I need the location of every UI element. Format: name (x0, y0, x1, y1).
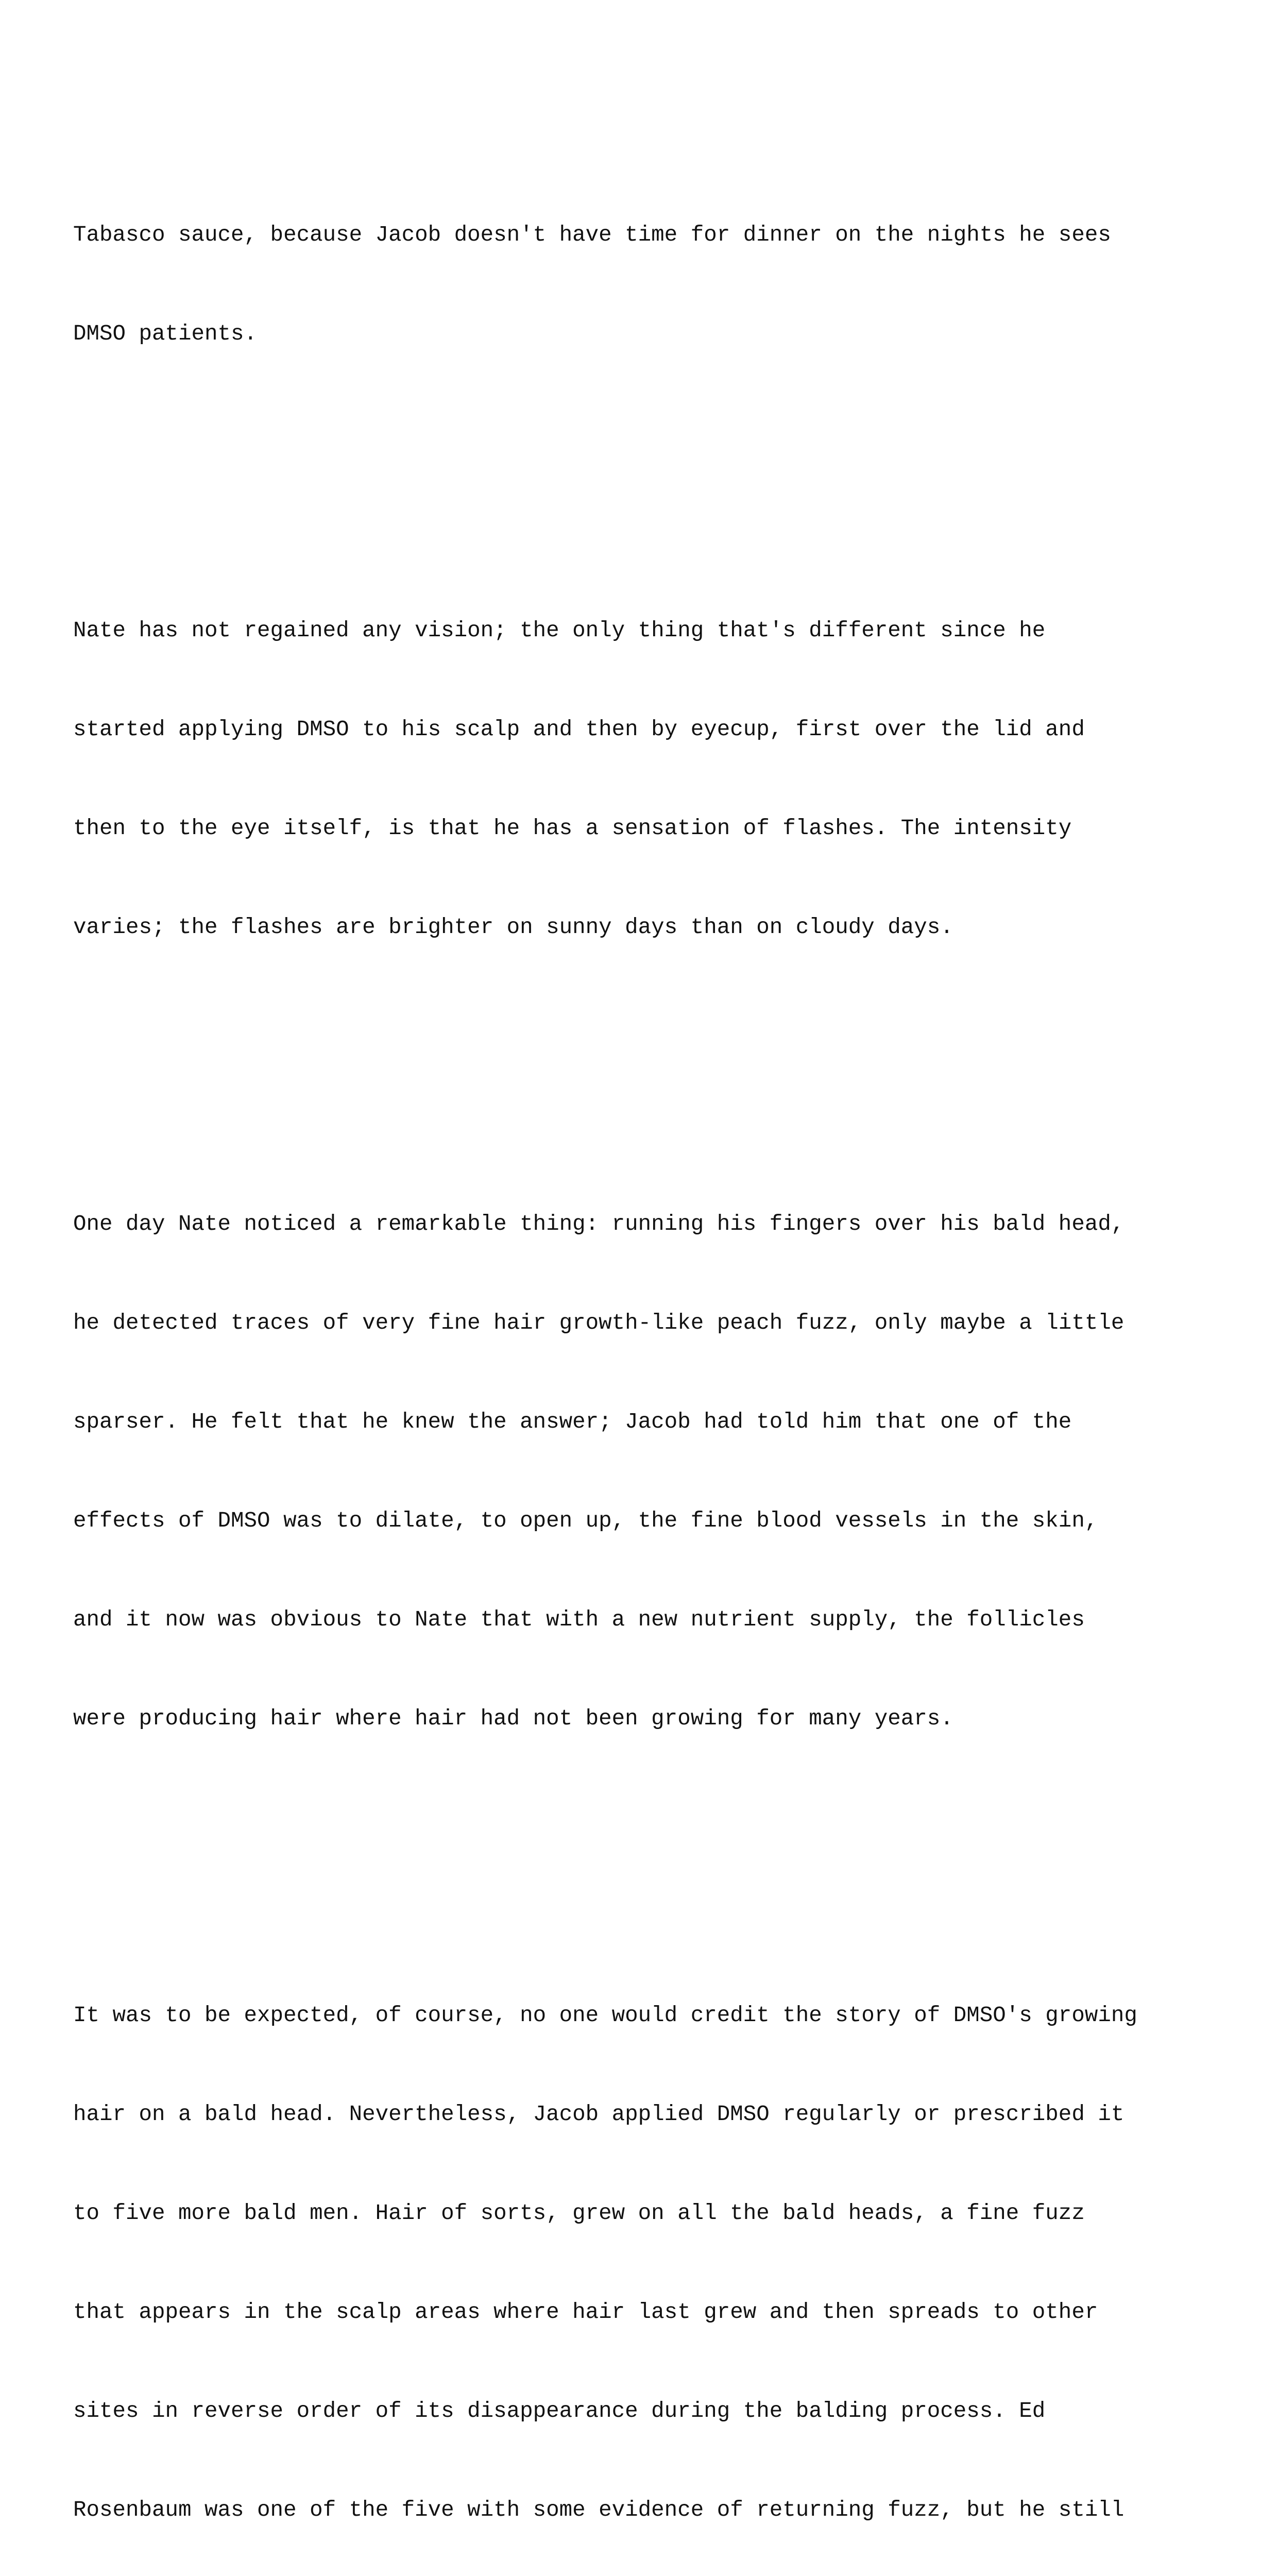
text-line: sparser. He felt that he knew the answer; Jacob had told him that one of the (73, 1410, 1072, 1434)
text-line: Tabasco sauce, because Jacob doesn't have time for dinner on the nights he sees (73, 223, 1111, 247)
document-page (73, 54, 1206, 2576)
text-line: varies; the flashes are brighter on sunny days than on cloudy days. (73, 915, 953, 940)
text-line: Nate has not regained any vision; the only thing that's different since he (73, 618, 1046, 643)
paragraph-vision (73, 548, 1206, 1010)
text-line: he detected traces of very fine hair growth-like peach fuzz, only maybe a little (73, 1311, 1124, 1335)
text-line: were producing hair where hair had not been growing for many years. (73, 1706, 953, 1731)
text-line: It was to be expected, of course, no one would credit the story of DMSO's growing (73, 2003, 1137, 2028)
paragraph-dinner (73, 152, 1206, 416)
text-line: Rosenbaum was one of the five with some evidence of returning fuzz, but he still (73, 2498, 1124, 2522)
text-line: then to the eye itself, is that he has a sensation of flashes. The intensity (73, 816, 1072, 841)
text-line: One day Nate noticed a remarkable thing: running his fingers over his bald head, (73, 1212, 1124, 1236)
text-line: sites in reverse order of its disappearance during the balding process. Ed (73, 2399, 1046, 2424)
text-line: and it now was obvious to Nate that with a new nutrient supply, the follicles (73, 1607, 1085, 1632)
paragraph-hair-growth (73, 1142, 1206, 1801)
text-line: hair on a bald head. Nevertheless, Jacob applied DMSO regularly or prescribed it (73, 2102, 1124, 2127)
text-line: effects of DMSO was to dilate, to open up, the fine blood vessels in the skin, (73, 1509, 1098, 1533)
text-line: started applying DMSO to his scalp and then by eyecup, first over the lid and (73, 717, 1085, 742)
text-line: that appears in the scalp areas where hair last grew and then spreads to other (73, 2300, 1098, 2325)
text-line: to five more bald men. Hair of sorts, grew on all the bald heads, a fine fuzz (73, 2201, 1085, 2226)
paragraph-bald-men (73, 1933, 1206, 2576)
text-line: DMSO patients. (73, 321, 258, 346)
